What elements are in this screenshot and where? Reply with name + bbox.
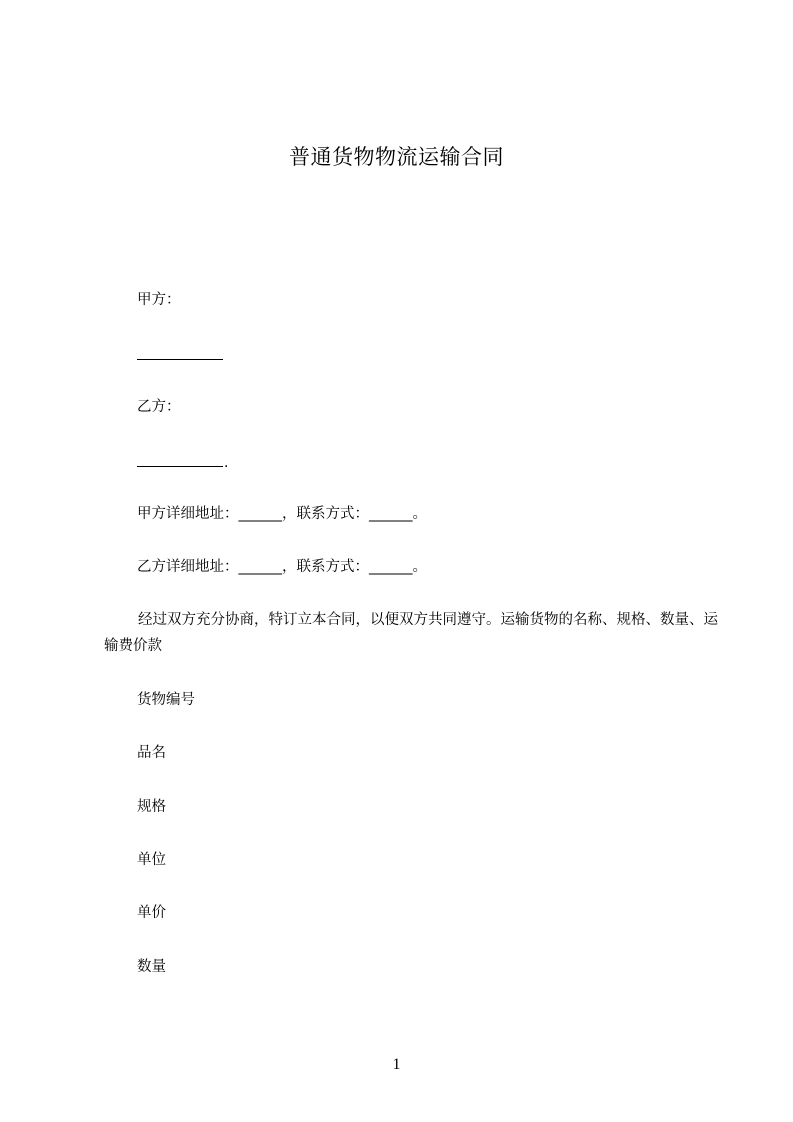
item-product-name: 品名 (137, 745, 166, 761)
party-b-blank-line (137, 466, 223, 467)
item-unit: 单位 (137, 852, 166, 868)
party-b-address-line: 乙方详细地址：______，联系方式：______。 (137, 559, 427, 575)
party-a-address-line: 甲方详细地址：______，联系方式：______。 (137, 506, 427, 522)
party-a-blank-line (137, 359, 223, 360)
item-unit-price: 单价 (137, 905, 166, 921)
item-quantity: 数量 (137, 959, 166, 975)
item-specification: 规格 (137, 799, 166, 815)
party-b-label: 乙方： (137, 399, 181, 415)
intro-paragraph: 经过双方充分协商，特订立本合同，以便双方共同遵守。运输货物的名称、规格、数量、运输费价款 (104, 612, 718, 654)
party-b-blank-period: . (224, 455, 229, 471)
party-a-label: 甲方： (137, 292, 181, 308)
page-number: 1 (392, 1056, 401, 1073)
document-title: 普通货物物流运输合同 (289, 145, 504, 169)
item-goods-number: 货物编号 (137, 692, 195, 708)
